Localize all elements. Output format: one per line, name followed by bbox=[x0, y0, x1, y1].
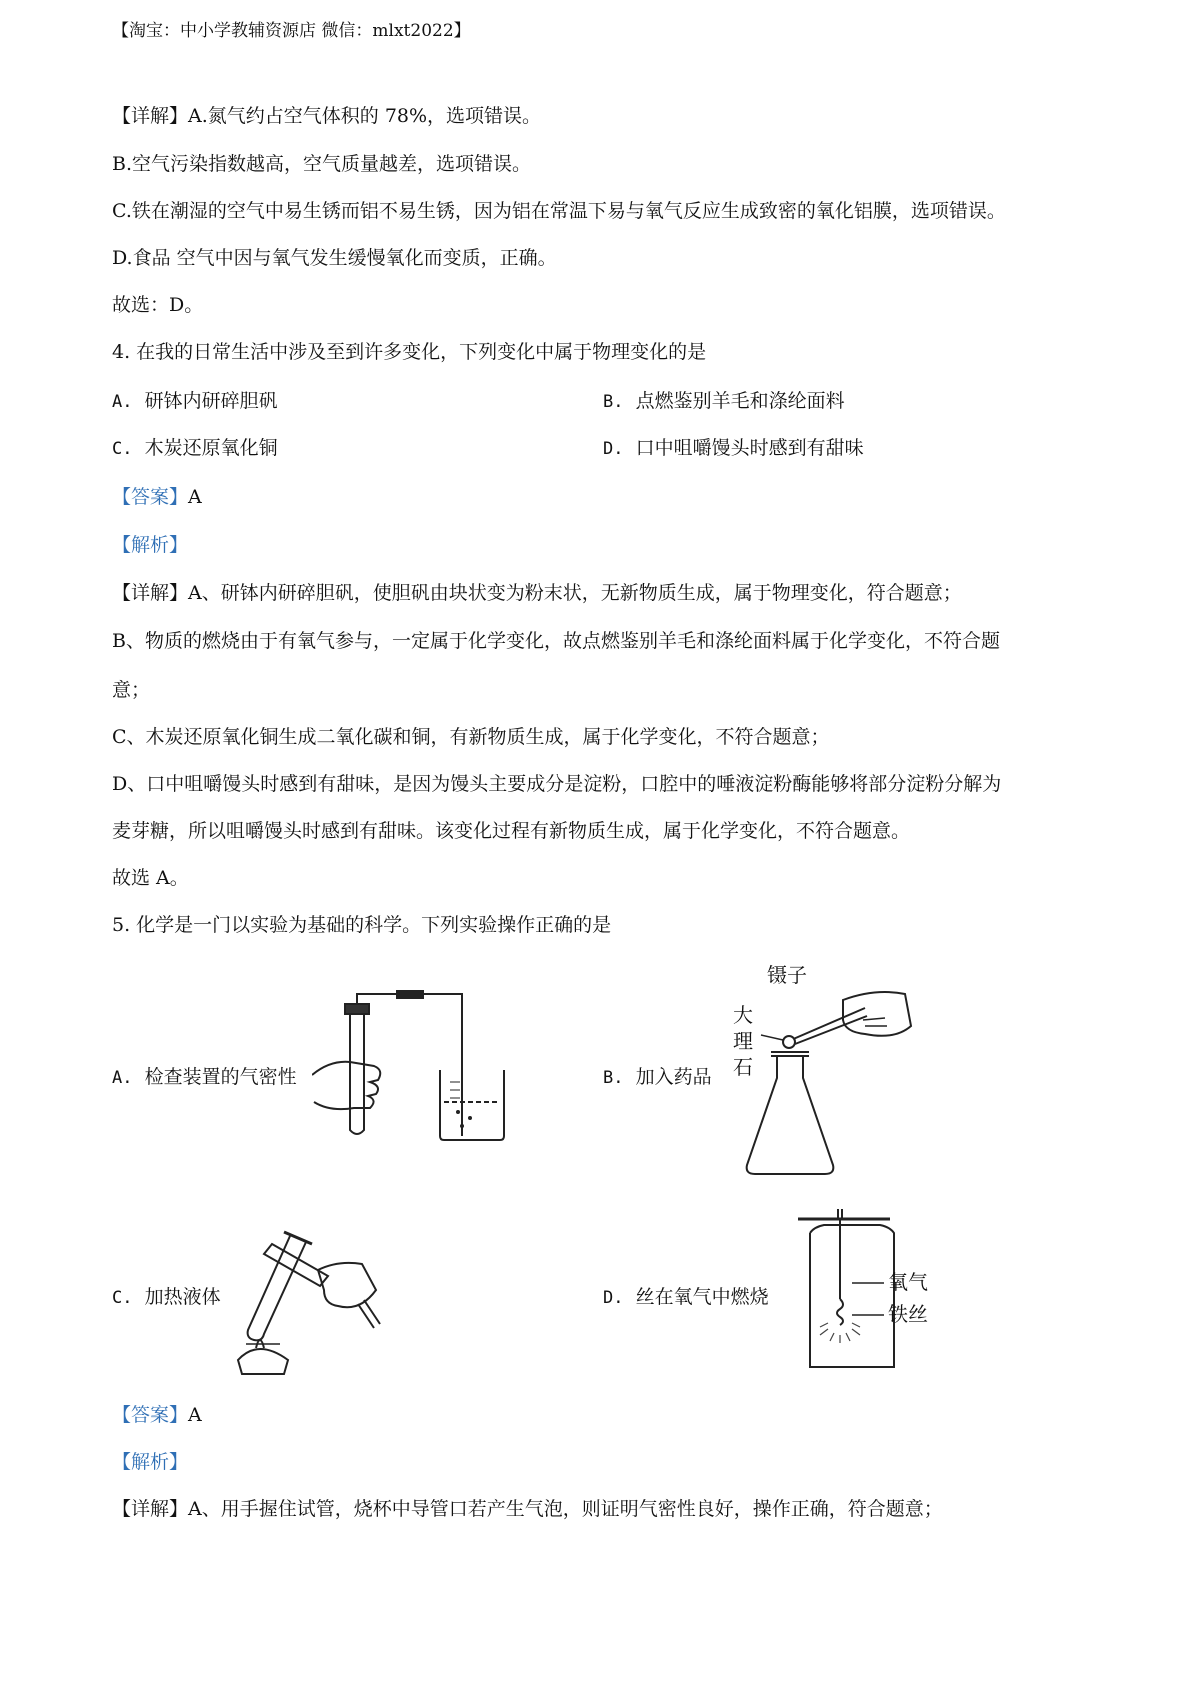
q4-option-c: C. 木炭还原氧化铜 bbox=[112, 437, 278, 459]
label-tweezers: 镊子 bbox=[767, 963, 807, 987]
q4-option-a: A. 研钵内研碎胆矾 bbox=[112, 390, 278, 412]
q3-detail-c: C.铁在潮湿的空气中易生锈而铝不易生锈，因为铝在常温下易与氧气反应生成致密的氧化铝膜，选项错误。 bbox=[112, 200, 1006, 222]
q3-detail-d: D.食品 空气中因与氧气发生缓慢氧化而变质，正确。 bbox=[112, 247, 557, 269]
label-iron-wire: 铁丝 bbox=[888, 1302, 928, 1326]
q4-detail-d-line1: D、口中咀嚼馒头时感到有甜味，是因为馒头主要成分是淀粉，口腔中的唾液淀粉酶能够将部分淀粉分解为 bbox=[112, 773, 1002, 795]
page-header: 【淘宝：中小学教辅资源店 微信：mlxt2022】 bbox=[112, 21, 471, 41]
figure-heating-liquid bbox=[228, 1220, 408, 1380]
q5-detail-a: 【详解】A、用手握住试管，烧杯中导管口若产生气泡，则证明气密性良好，操作正确，符合题意； bbox=[112, 1498, 943, 1520]
label-marble-2: 理 bbox=[733, 1029, 753, 1053]
q4-analysis-label: 【解析】 bbox=[112, 534, 189, 556]
q4-detail-b-line2: 意； bbox=[112, 679, 151, 701]
q4-detail-b-line1: B、物质的燃烧由于有氧气参与，一定属于化学变化，故点燃鉴别羊毛和涤纶面料属于化学变化，不符合题 bbox=[112, 630, 1000, 652]
q5-stem: 5. 化学是一门以实验为基础的科学。下列实验操作正确的是 bbox=[112, 914, 612, 936]
q4-conclusion: 故选 A。 bbox=[112, 867, 189, 889]
figure-iron-combustion bbox=[790, 1203, 950, 1378]
q3-detail-b: B.空气污染指数越高，空气质量越差，选项错误。 bbox=[112, 153, 532, 175]
marble-chip bbox=[783, 1036, 795, 1048]
q5-option-d: D. 丝在氧气中燃烧 bbox=[603, 1286, 769, 1308]
figure-airtightness-check bbox=[312, 990, 512, 1150]
figure-adding-reagent bbox=[725, 960, 915, 1185]
label-oxygen: 氧气 bbox=[888, 1270, 928, 1294]
q4-detail-c: C、木炭还原氧化铜生成二氧化碳和铜，有新物质生成，属于化学变化，不符合题意； bbox=[112, 726, 830, 748]
label-marble-3: 石 bbox=[733, 1055, 753, 1079]
q4-option-d: D. 口中咀嚼馒头时感到有甜味 bbox=[603, 437, 864, 459]
q4-detail-a: 【详解】A、研钵内研碎胆矾，使胆矾由块状变为粉末状，无新物质生成，属于物理变化，符合题意； bbox=[112, 582, 962, 604]
q5-analysis-label: 【解析】 bbox=[112, 1451, 189, 1473]
q4-option-b: B. 点燃鉴别羊毛和涤纶面料 bbox=[603, 390, 845, 412]
q5-option-b: B. 加入药品 bbox=[603, 1066, 712, 1088]
q5-option-a: A. 检查装置的气密性 bbox=[112, 1066, 297, 1088]
label-marble-1: 大 bbox=[733, 1003, 753, 1027]
q4-stem: 4. 在我的日常生活中涉及至到许多变化，下列变化中属于物理变化的是 bbox=[112, 341, 707, 363]
q3-conclusion: 故选：D。 bbox=[112, 294, 204, 316]
q5-answer: 【答案】A bbox=[112, 1404, 202, 1426]
q4-answer: 【答案】A bbox=[112, 486, 202, 508]
q4-detail-d-line2: 麦芽糖，所以咀嚼馒头时感到有甜味。该变化过程有新物质生成，属于化学变化，不符合题意。 bbox=[112, 820, 911, 842]
q3-detail-a: 【详解】A.氮气约占空气体积的 78%，选项错误。 bbox=[112, 105, 542, 127]
q5-option-c: C. 加热液体 bbox=[112, 1286, 221, 1308]
